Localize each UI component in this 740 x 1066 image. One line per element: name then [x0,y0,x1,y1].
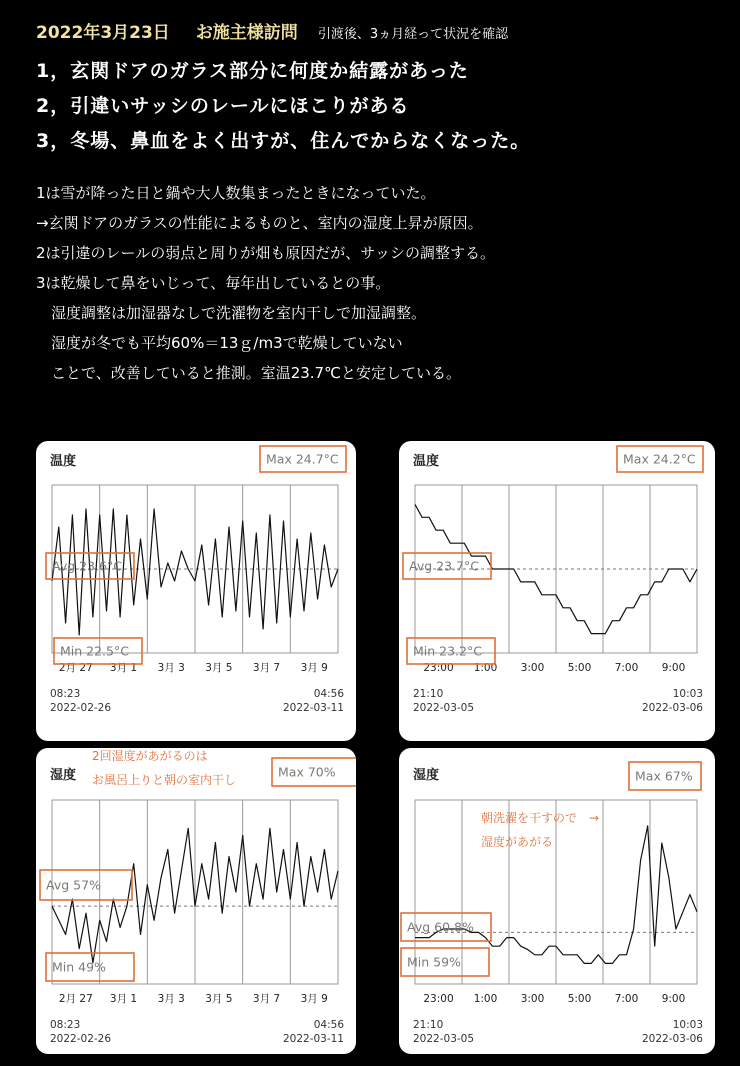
start-date-label: 2022-02-26 [50,1033,112,1045]
header-visit: お施主様訪問 [195,23,298,43]
chart-card-humidity-2weeks [36,748,356,1054]
explanation-line: 湿度が冬でも平均60%＝13ｇ/m3で乾燥していない [36,334,403,352]
explanation [36,178,495,388]
x-tick-label: 3:00 [520,662,545,674]
start-time-label: 21:10 [413,1019,444,1031]
x-tick-label: 5:00 [567,662,592,674]
start-date-label: 2022-03-05 [413,1033,475,1045]
x-tick-label: 3:00 [520,993,545,1005]
annotation-text: 朝洗濯を干すので → [481,811,600,825]
start-time-label: 08:23 [50,688,81,700]
annotation-text: 2回湿度があがるのは [92,749,208,763]
explanation-line: 2は引違のレールの弱点と周りが畑も原因だが、サッシの調整する。 [36,244,495,262]
avg-label: Avg 23.7°C [409,558,479,574]
explanation-line: 1は雪が降った日と鍋や大人数集まったときになっていた。 [36,184,436,202]
start-time-label: 21:10 [413,688,444,700]
max-label: Max 24.2°C [623,451,696,467]
chart-card-humidity-night [399,748,715,1054]
min-label: Min 59% [407,954,461,970]
avg-label: Avg 23.6°C [52,558,122,574]
x-tick-label: 1:00 [473,993,498,1005]
point-1: 1，玄関ドアのガラス部分に何度か結露があった [36,60,469,82]
min-label: Min 23.2°C [413,643,482,659]
chart-card-temp-night [399,441,715,741]
avg-label: Avg 57% [46,877,101,893]
x-tick-label: 9:00 [661,662,686,674]
x-tick-label: 1:00 [473,662,498,674]
x-tick-label: 23:00 [423,662,454,674]
start-date-label: 2022-02-26 [50,702,112,714]
x-tick-label: 9:00 [661,993,686,1005]
end-date-label: 2022-03-06 [641,702,703,714]
chart-card-temp-2weeks [36,441,356,741]
x-tick-label: 3月 9 [300,662,328,674]
explanation-line: →玄関ドアのガラスの性能によるものと、室内の湿度上昇が原因。 [36,214,483,232]
annotation-text: お風呂上りと朝の室内干し [92,773,237,787]
x-tick-label: 23:00 [423,993,454,1005]
header-date: 2022年3月23日 [36,23,170,43]
x-tick-label: 3月 1 [109,993,138,1005]
start-date-label: 2022-03-05 [413,702,475,714]
x-tick-label: 3月 7 [252,993,281,1005]
end-date-label: 2022-03-11 [282,702,344,714]
x-tick-label: 3月 7 [252,662,281,674]
end-time-label: 10:03 [672,1019,703,1031]
x-tick-label: 2月 27 [58,993,93,1005]
explanation-line: 3は乾燥して鼻をいじって、毎年出しているとの事。 [36,274,391,292]
x-tick-label: 3月 5 [205,993,233,1005]
explanation-line: 湿度調整は加湿器なしで洗濯物を室内干しで加湿調整。 [36,304,427,322]
max-label: Max 70% [278,764,336,780]
end-time-label: 10:03 [672,688,703,700]
x-tick-label: 3月 1 [109,662,138,674]
min-label: Min 22.5°C [60,643,129,659]
avg-label: Avg 60.8% [407,919,474,935]
explanation-line: ことで、改善していると推測。室温23.7℃と安定している。 [36,364,461,382]
x-tick-label: 3月 3 [157,993,185,1005]
header-note: 引渡後、3ヵ月経って状況を確認 [317,27,509,42]
x-tick-label: 5:00 [567,993,592,1005]
x-tick-label: 3月 9 [300,993,328,1005]
chart-title: 湿度 [50,768,77,783]
chart-svg [399,748,715,1054]
min-label: Min 49% [52,959,106,975]
chart-title: 湿度 [413,768,440,783]
chart-title: 温度 [50,454,77,469]
point-3: 3，冬場、鼻血をよく出すが、住んでからなくなった。 [36,130,531,152]
start-time-label: 08:23 [50,1019,81,1031]
end-date-label: 2022-03-11 [282,1033,344,1045]
x-tick-label: 7:00 [614,662,639,674]
point-2: 2，引違いサッシのレールにほこりがある [36,95,410,117]
x-tick-label: 3月 5 [205,662,233,674]
end-time-label: 04:56 [313,1019,344,1031]
x-tick-label: 3月 3 [157,662,185,674]
chart-svg [399,441,715,741]
end-time-label: 04:56 [313,688,344,700]
x-tick-label: 2月 27 [58,662,93,674]
max-label: Max 67% [635,768,693,784]
max-label: Max 24.7°C [266,451,339,467]
header [36,18,508,43]
chart-svg [36,748,356,1054]
annotation-text: 湿度があがる [481,835,554,849]
chart-svg [36,441,356,741]
end-date-label: 2022-03-06 [641,1033,703,1045]
chart-title: 温度 [413,454,440,469]
x-tick-label: 7:00 [614,993,639,1005]
